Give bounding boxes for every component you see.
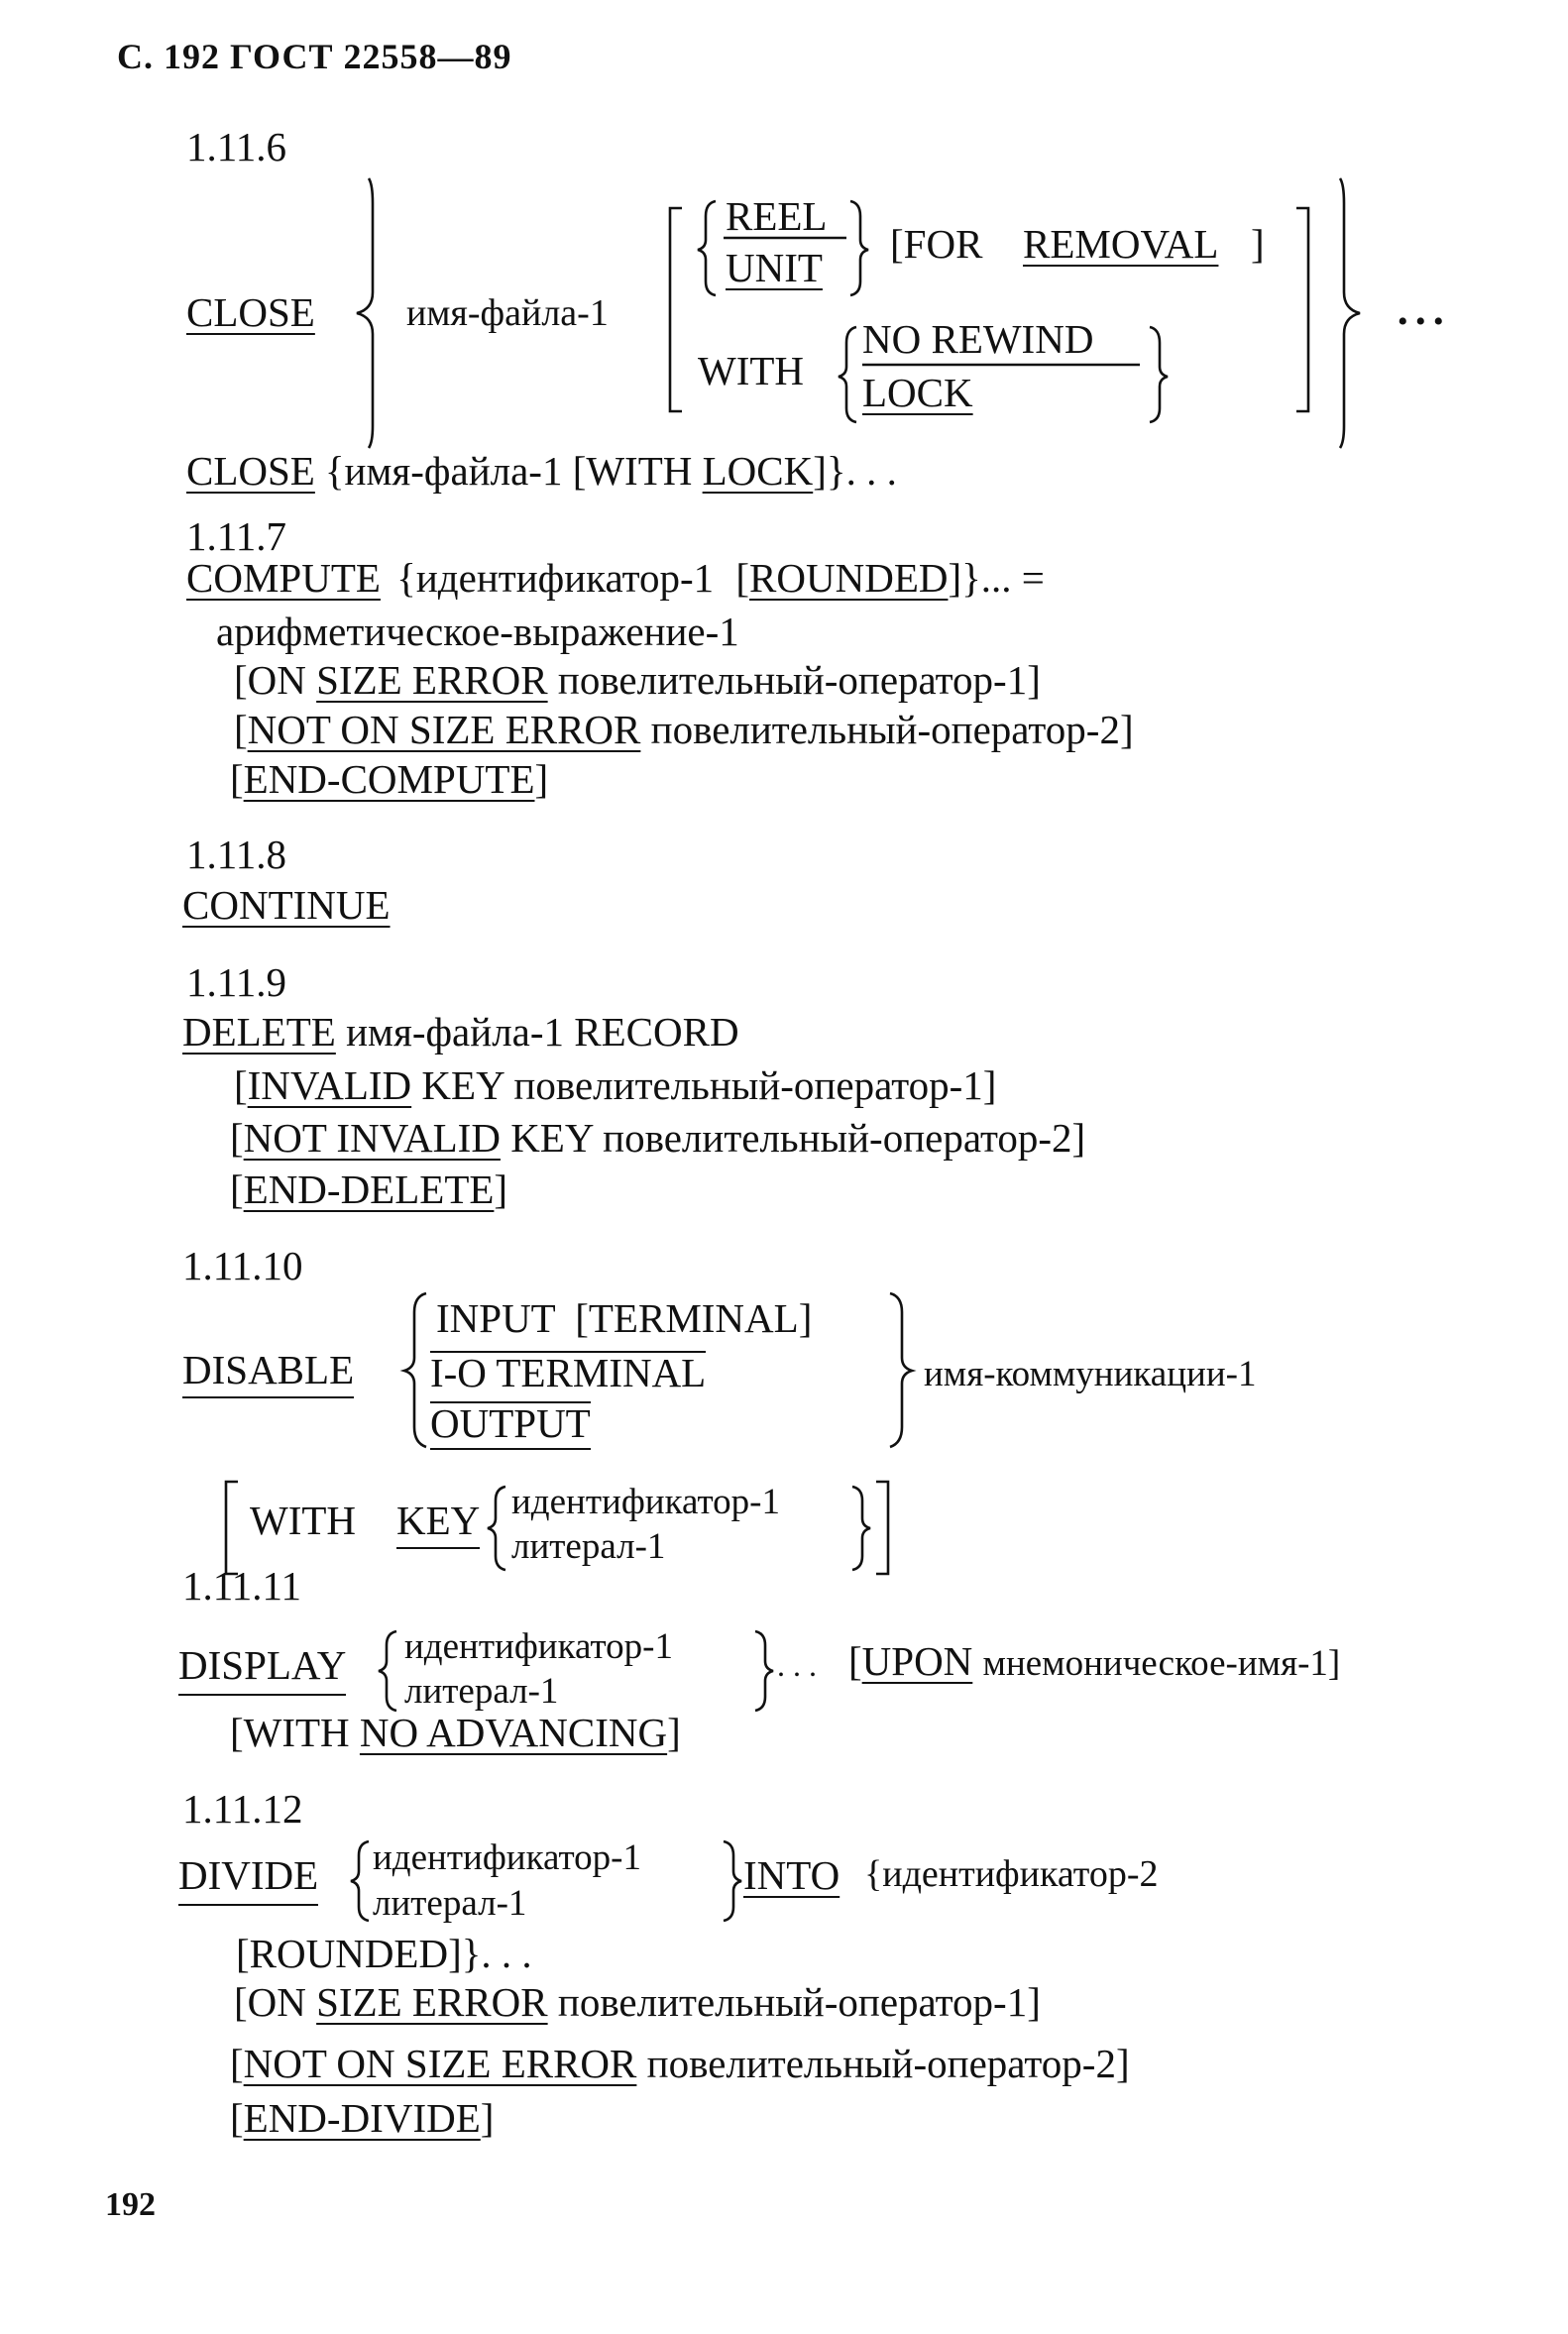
bracket-close: ] [667,1710,681,1755]
with-keyword: [WITH [230,1710,350,1755]
with-keyword: WITH [698,348,805,393]
section-number: 1.11.12 [182,1786,303,1832]
section-number: 1.11.10 [182,1243,303,1288]
rounded-rest: ]}... = [948,555,1045,601]
imperative-statement-1: повелительный-оператор-1] [557,657,1041,703]
page-header: С. 192 ГОСТ 22558—89 [117,37,512,76]
close-alt-keyword: CLOSE [186,448,315,494]
divide-literal-1: литерал-1 [373,1883,527,1924]
close-alt-text: {имя-файла-1 [WITH [324,448,693,494]
end-divide-keyword: END-DIVIDE [243,2095,481,2141]
cd-name: имя-коммуникации-1 [924,1354,1257,1394]
end-divide-line [230,2095,495,2141]
rounded-keyword: ROUNDED [749,555,949,601]
end-delete-keyword: END-DELETE [243,1167,495,1212]
input-keyword: INPUT [436,1295,555,1341]
bracket-open: [ [230,1167,244,1212]
for-keyword: [FOR [890,221,983,267]
key-imperative-2: KEY повелительный-оператор-2] [510,1115,1086,1161]
bracket-close: ] [494,1167,508,1212]
section-number: 1.11.9 [186,959,286,1005]
bracket-open: [ [230,2095,244,2141]
bracket-open: [ [230,2041,244,2086]
display-keyword: DISPLAY [178,1645,346,1696]
repeat-ellipsis: • • • [1398,305,1444,338]
no-advancing-keyword: NO ADVANCING [359,1710,668,1755]
terminal-bracket: [TERMINAL] [575,1295,813,1341]
io-terminal-option: I-O TERMINAL [430,1350,707,1395]
unit-keyword: UNIT [726,245,823,290]
no-rewind-keyword: NO REWIND [862,316,1094,362]
removal-keyword: REMOVAL [1023,221,1219,267]
with-keyword: WITH [250,1498,357,1543]
section-number: 1.11.6 [186,124,286,169]
output-option: OUTPUT [430,1401,591,1450]
close-alt-end: ]}. . . [813,448,897,494]
not-on-size-error-keyword: NOT ON SIZE ERROR [243,2041,637,2086]
compute-identifier: {идентификатор-1 [396,555,715,601]
not-invalid-keyword: NOT INVALID [243,1115,501,1161]
literal-1: литерал-1 [511,1526,666,1567]
section-number: 1.11.7 [186,513,286,559]
section-number: 1.11.11 [182,1563,301,1609]
mnemonic-name: мнемоническое-имя-1] [982,1643,1341,1684]
section-number: 1.11.8 [186,832,286,877]
file-name-1: имя-файла-1 [406,292,609,334]
lock-keyword: LOCK [862,370,973,415]
removal-bracket-close: ] [1251,221,1265,267]
delete-rest: имя-файла-1 RECORD [346,1009,739,1055]
key-imperative-1: KEY повелительный-оператор-1] [421,1062,997,1108]
bracket-open: [ [230,756,244,802]
size-error-keyword: SIZE ERROR [316,1979,548,2025]
display-identifier-1: идентификатор-1 [404,1626,673,1667]
delete-keyword: DELETE [182,1009,336,1055]
on-keyword: [ON [234,657,306,703]
imperative-statement-1: повелительный-оператор-1] [557,1979,1041,2025]
identifier-1: идентификатор-1 [511,1482,780,1522]
imperative-statement-2: повелительный-оператор-2] [650,707,1134,752]
bracket-close: ] [534,756,549,802]
rounded-bracket-open: [ [735,555,750,601]
divide-rounded: [ROUNDED]}. . . [236,1931,532,1976]
divide-on-size-error [234,1979,1041,2025]
continue-keyword: CONTINUE [182,882,391,928]
on-keyword: [ON [234,1979,306,2025]
not-on-size-error-keyword: NOT ON SIZE ERROR [247,707,641,752]
divide-identifier-2: {идентификатор-2 [864,1853,1159,1895]
compute-keyword: COMPUTE [186,555,381,601]
invalid-keyword: INVALID [247,1062,412,1108]
bracket-open: [ [234,707,248,752]
divide-identifier-1: идентификатор-1 [373,1837,641,1878]
end-compute-keyword: END-COMPUTE [243,756,535,802]
close-keyword: CLOSE [186,289,315,335]
close-alt-lock: LOCK [702,448,814,494]
key-keyword: KEY [396,1500,480,1549]
display-literal-1: литерал-1 [404,1671,559,1712]
size-error-keyword: SIZE ERROR [316,657,548,703]
arith-expression: арифметическое-выражение-1 [216,609,739,654]
bracket-open: [ [848,1638,862,1684]
divide-keyword: DIVIDE [178,1855,318,1906]
reel-keyword: REEL [726,193,828,239]
imperative-statement-2: повелительный-оператор-2] [646,2041,1130,2086]
into-keyword: INTO [743,1852,840,1898]
upon-keyword: UPON [861,1638,973,1684]
bracket-close: ] [480,2095,495,2141]
page-number: 192 [105,2186,156,2223]
bracket-open: [ [230,1115,244,1161]
divide-not-on-size-error [230,2041,1130,2086]
display-repeat-dots: . . . [777,1647,817,1683]
disable-keyword: DISABLE [182,1350,354,1398]
bracket-open: [ [234,1062,248,1108]
